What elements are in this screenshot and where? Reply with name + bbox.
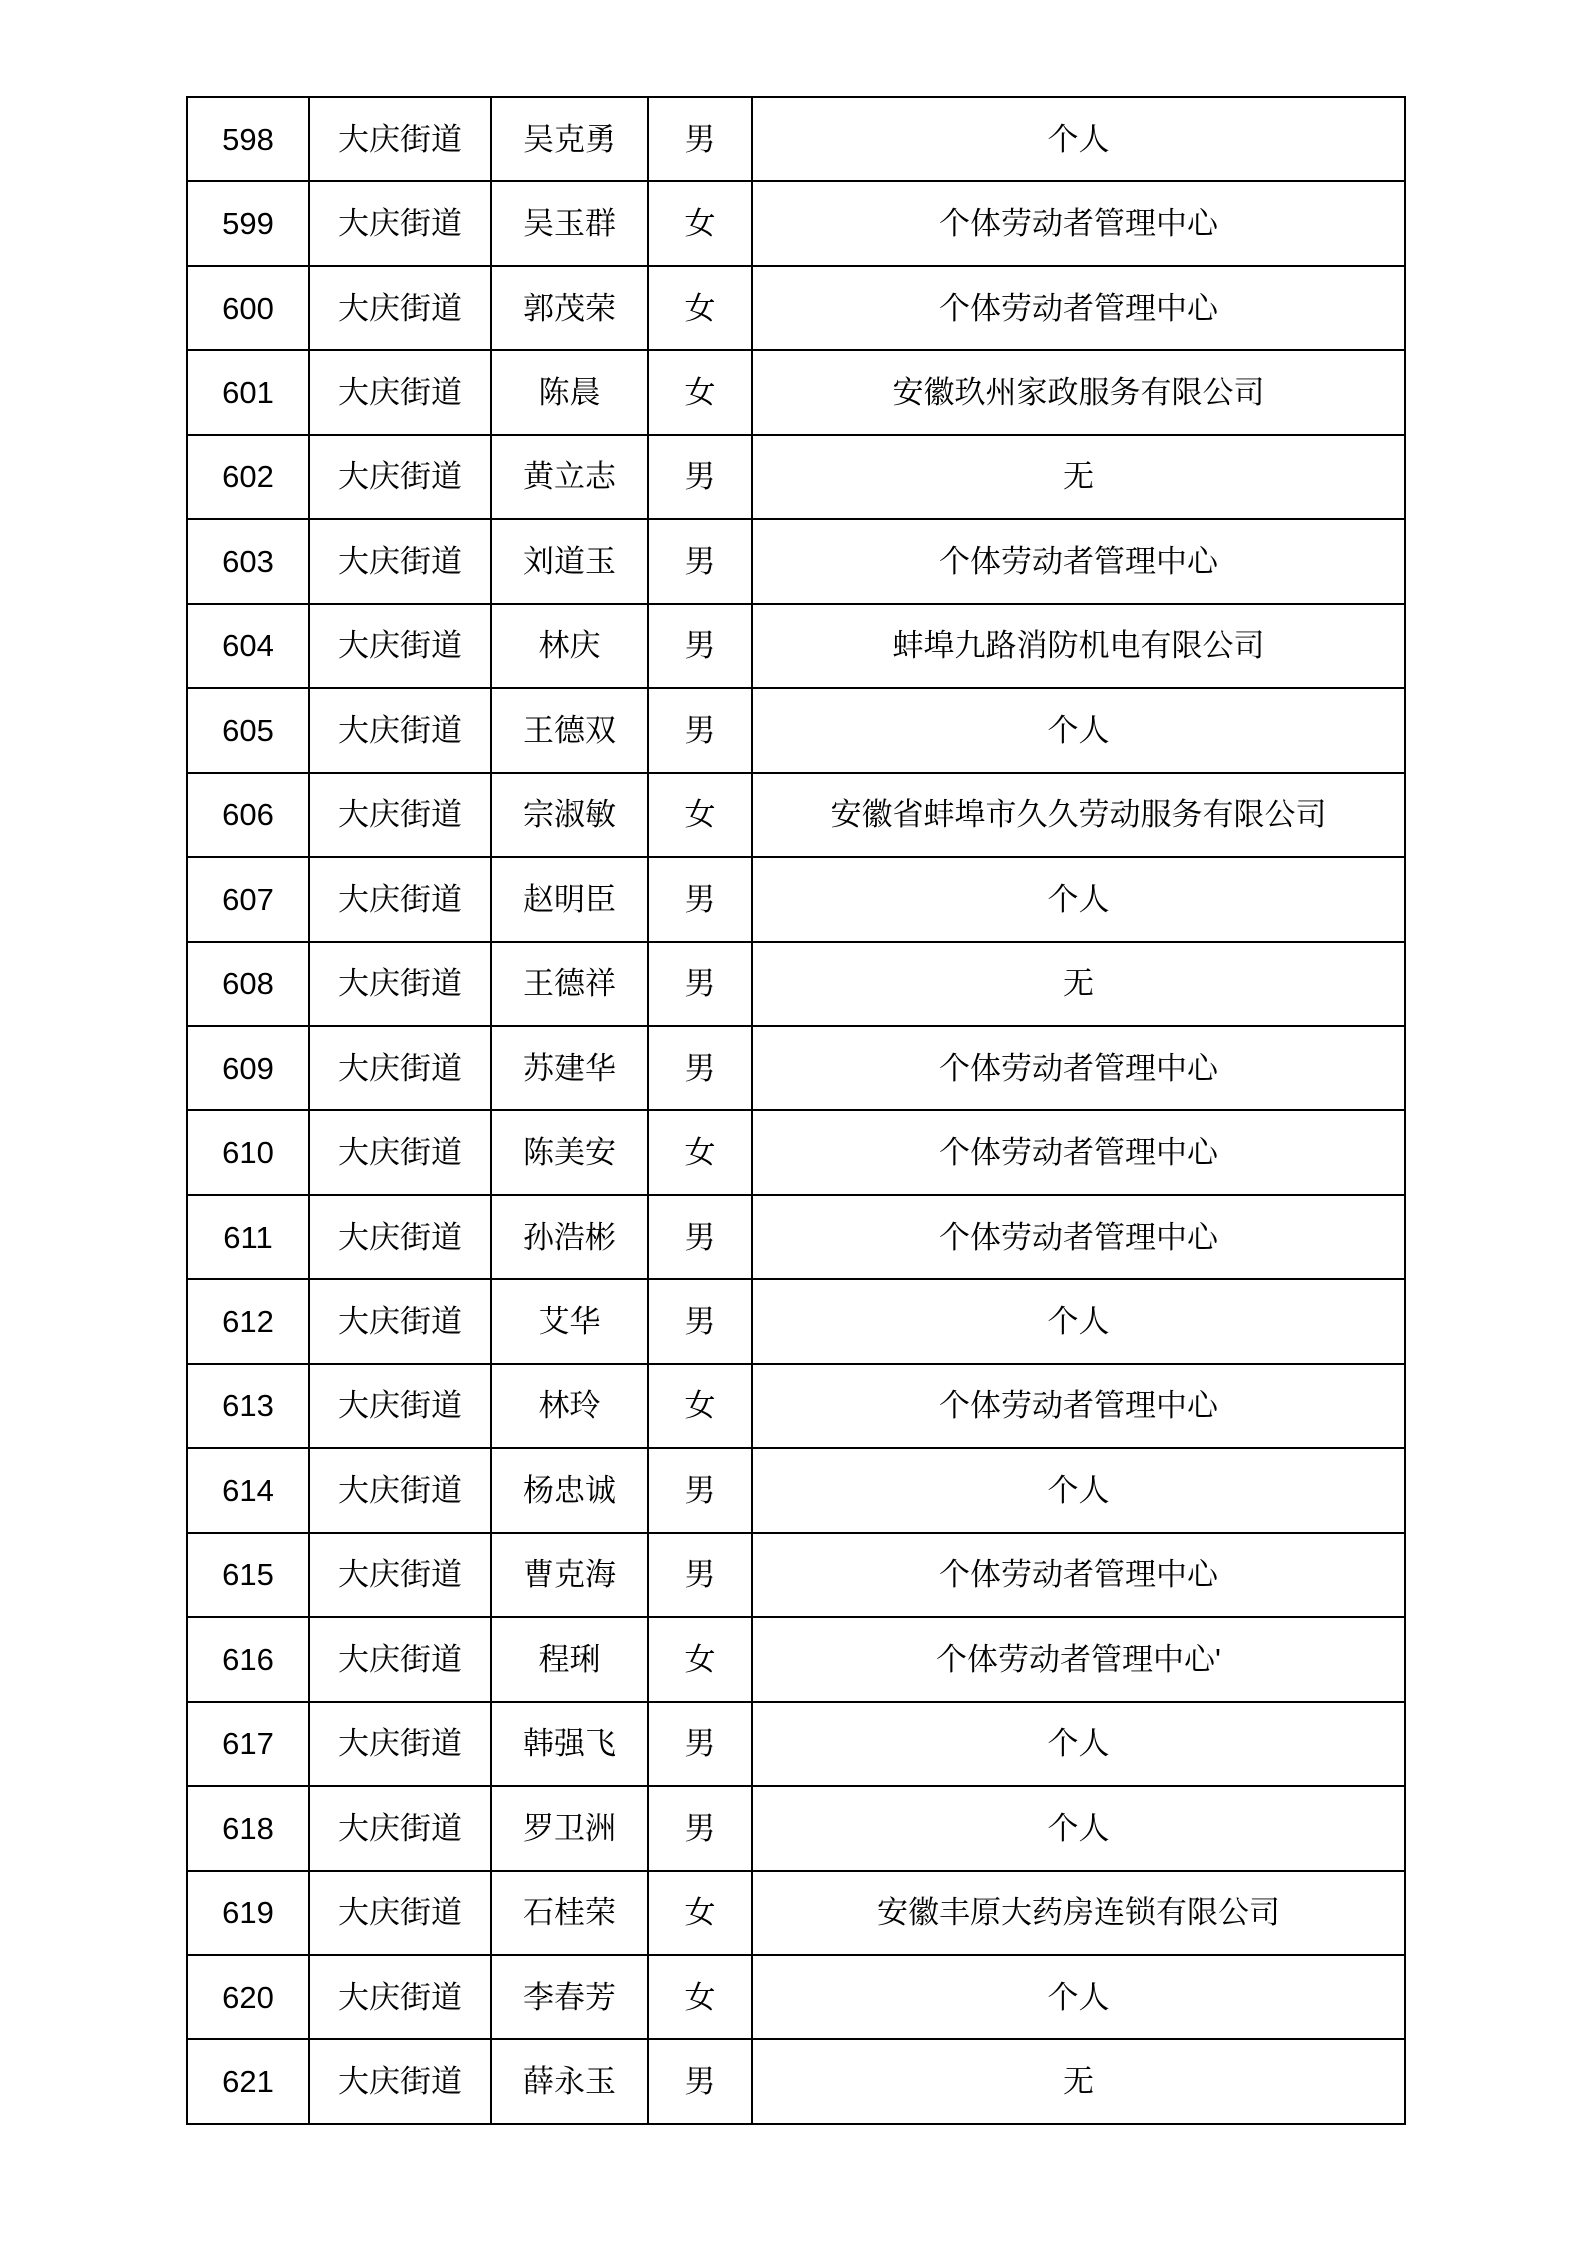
serial-number-cell: 621 bbox=[187, 2039, 309, 2123]
street-cell: 大庆街道 bbox=[309, 942, 491, 1026]
organization-cell: 个体劳动者管理中心 bbox=[752, 1110, 1405, 1194]
organization-cell: 个人 bbox=[752, 1702, 1405, 1786]
gender-cell: 女 bbox=[648, 1871, 752, 1955]
serial-number-cell: 613 bbox=[187, 1364, 309, 1448]
person-name-cell: 石桂荣 bbox=[491, 1871, 648, 1955]
table-row bbox=[187, 1533, 1405, 1617]
person-name-cell: 罗卫洲 bbox=[491, 1786, 648, 1870]
organization-cell: 安徽省蚌埠市久久劳动服务有限公司 bbox=[752, 773, 1405, 857]
person-name-cell: 杨忠诚 bbox=[491, 1448, 648, 1532]
table-row bbox=[187, 519, 1405, 603]
table-row bbox=[187, 773, 1405, 857]
person-name-cell: 陈晨 bbox=[491, 350, 648, 434]
street-cell: 大庆街道 bbox=[309, 1026, 491, 1110]
organization-cell: 无 bbox=[752, 2039, 1405, 2123]
serial-number-cell: 600 bbox=[187, 266, 309, 350]
gender-cell: 男 bbox=[648, 1026, 752, 1110]
serial-number-cell: 610 bbox=[187, 1110, 309, 1194]
street-cell: 大庆街道 bbox=[309, 181, 491, 265]
street-cell: 大庆街道 bbox=[309, 1110, 491, 1194]
table-row bbox=[187, 1955, 1405, 2039]
organization-cell: 个体劳动者管理中心 bbox=[752, 1026, 1405, 1110]
serial-number-cell: 602 bbox=[187, 435, 309, 519]
table-row bbox=[187, 604, 1405, 688]
gender-cell: 女 bbox=[648, 773, 752, 857]
street-cell: 大庆街道 bbox=[309, 604, 491, 688]
table-row bbox=[187, 1871, 1405, 1955]
organization-cell: 个体劳动者管理中心 bbox=[752, 266, 1405, 350]
street-cell: 大庆街道 bbox=[309, 1786, 491, 1870]
serial-number-cell: 603 bbox=[187, 519, 309, 603]
table-row bbox=[187, 1448, 1405, 1532]
registration-table bbox=[186, 96, 1406, 2125]
serial-number-cell: 611 bbox=[187, 1195, 309, 1279]
gender-cell: 男 bbox=[648, 1702, 752, 1786]
organization-cell: 个人 bbox=[752, 1786, 1405, 1870]
serial-number-cell: 614 bbox=[187, 1448, 309, 1532]
street-cell: 大庆街道 bbox=[309, 688, 491, 772]
gender-cell: 女 bbox=[648, 1364, 752, 1448]
gender-cell: 男 bbox=[648, 2039, 752, 2123]
person-name-cell: 李春芳 bbox=[491, 1955, 648, 2039]
person-name-cell: 程琍 bbox=[491, 1617, 648, 1701]
person-name-cell: 刘道玉 bbox=[491, 519, 648, 603]
serial-number-cell: 599 bbox=[187, 181, 309, 265]
gender-cell: 男 bbox=[648, 604, 752, 688]
gender-cell: 男 bbox=[648, 519, 752, 603]
organization-cell: 个体劳动者管理中心 bbox=[752, 519, 1405, 603]
serial-number-cell: 619 bbox=[187, 1871, 309, 1955]
serial-number-cell: 609 bbox=[187, 1026, 309, 1110]
table-row bbox=[187, 1110, 1405, 1194]
gender-cell: 男 bbox=[648, 857, 752, 941]
serial-number-cell: 604 bbox=[187, 604, 309, 688]
serial-number-cell: 617 bbox=[187, 1702, 309, 1786]
table-row bbox=[187, 2039, 1405, 2123]
organization-cell: 个人 bbox=[752, 857, 1405, 941]
table-row bbox=[187, 97, 1405, 181]
serial-number-cell: 618 bbox=[187, 1786, 309, 1870]
street-cell: 大庆街道 bbox=[309, 773, 491, 857]
gender-cell: 女 bbox=[648, 266, 752, 350]
organization-cell: 安徽玖州家政服务有限公司 bbox=[752, 350, 1405, 434]
organization-cell: 无 bbox=[752, 942, 1405, 1026]
organization-cell: 个人 bbox=[752, 1279, 1405, 1363]
person-name-cell: 曹克海 bbox=[491, 1533, 648, 1617]
table-row bbox=[187, 1195, 1405, 1279]
serial-number-cell: 616 bbox=[187, 1617, 309, 1701]
gender-cell: 男 bbox=[648, 1533, 752, 1617]
street-cell: 大庆街道 bbox=[309, 435, 491, 519]
street-cell: 大庆街道 bbox=[309, 1279, 491, 1363]
person-name-cell: 赵明臣 bbox=[491, 857, 648, 941]
organization-cell: 个人 bbox=[752, 97, 1405, 181]
gender-cell: 女 bbox=[648, 350, 752, 434]
street-cell: 大庆街道 bbox=[309, 97, 491, 181]
gender-cell: 男 bbox=[648, 1279, 752, 1363]
table-row bbox=[187, 1702, 1405, 1786]
gender-cell: 男 bbox=[648, 942, 752, 1026]
street-cell: 大庆街道 bbox=[309, 2039, 491, 2123]
person-name-cell: 宗淑敏 bbox=[491, 773, 648, 857]
table-row bbox=[187, 688, 1405, 772]
serial-number-cell: 615 bbox=[187, 1533, 309, 1617]
serial-number-cell: 612 bbox=[187, 1279, 309, 1363]
organization-cell: 蚌埠九路消防机电有限公司 bbox=[752, 604, 1405, 688]
serial-number-cell: 608 bbox=[187, 942, 309, 1026]
person-name-cell: 郭茂荣 bbox=[491, 266, 648, 350]
organization-cell: 安徽丰原大药房连锁有限公司 bbox=[752, 1871, 1405, 1955]
table-row bbox=[187, 1786, 1405, 1870]
person-name-cell: 吴玉群 bbox=[491, 181, 648, 265]
table-row bbox=[187, 350, 1405, 434]
table-row bbox=[187, 1617, 1405, 1701]
serial-number-cell: 598 bbox=[187, 97, 309, 181]
organization-cell: 无 bbox=[752, 435, 1405, 519]
organization-cell: 个体劳动者管理中心 bbox=[752, 1364, 1405, 1448]
person-name-cell: 韩强飞 bbox=[491, 1702, 648, 1786]
street-cell: 大庆街道 bbox=[309, 1195, 491, 1279]
person-name-cell: 林玲 bbox=[491, 1364, 648, 1448]
table-row bbox=[187, 1026, 1405, 1110]
table-row bbox=[187, 1364, 1405, 1448]
person-name-cell: 王德双 bbox=[491, 688, 648, 772]
organization-cell: 个体劳动者管理中心 bbox=[752, 1533, 1405, 1617]
street-cell: 大庆街道 bbox=[309, 1617, 491, 1701]
gender-cell: 女 bbox=[648, 181, 752, 265]
street-cell: 大庆街道 bbox=[309, 1955, 491, 2039]
street-cell: 大庆街道 bbox=[309, 1448, 491, 1532]
gender-cell: 女 bbox=[648, 1955, 752, 2039]
street-cell: 大庆街道 bbox=[309, 519, 491, 603]
person-name-cell: 苏建华 bbox=[491, 1026, 648, 1110]
gender-cell: 男 bbox=[648, 1448, 752, 1532]
street-cell: 大庆街道 bbox=[309, 857, 491, 941]
person-name-cell: 艾华 bbox=[491, 1279, 648, 1363]
registration-table-body bbox=[187, 97, 1405, 2124]
gender-cell: 女 bbox=[648, 1617, 752, 1701]
organization-cell: 个体劳动者管理中心' bbox=[752, 1617, 1405, 1701]
gender-cell: 男 bbox=[648, 688, 752, 772]
table-row bbox=[187, 942, 1405, 1026]
organization-cell: 个体劳动者管理中心 bbox=[752, 181, 1405, 265]
street-cell: 大庆街道 bbox=[309, 350, 491, 434]
person-name-cell: 王德祥 bbox=[491, 942, 648, 1026]
serial-number-cell: 601 bbox=[187, 350, 309, 434]
street-cell: 大庆街道 bbox=[309, 266, 491, 350]
table-row bbox=[187, 1279, 1405, 1363]
person-name-cell: 黄立志 bbox=[491, 435, 648, 519]
person-name-cell: 吴克勇 bbox=[491, 97, 648, 181]
table-row bbox=[187, 181, 1405, 265]
table-row bbox=[187, 266, 1405, 350]
organization-cell: 个人 bbox=[752, 688, 1405, 772]
serial-number-cell: 606 bbox=[187, 773, 309, 857]
person-name-cell: 陈美安 bbox=[491, 1110, 648, 1194]
street-cell: 大庆街道 bbox=[309, 1364, 491, 1448]
person-name-cell: 孙浩彬 bbox=[491, 1195, 648, 1279]
gender-cell: 男 bbox=[648, 1786, 752, 1870]
street-cell: 大庆街道 bbox=[309, 1871, 491, 1955]
gender-cell: 男 bbox=[648, 435, 752, 519]
organization-cell: 个体劳动者管理中心 bbox=[752, 1195, 1405, 1279]
table-row bbox=[187, 857, 1405, 941]
street-cell: 大庆街道 bbox=[309, 1702, 491, 1786]
organization-cell: 个人 bbox=[752, 1955, 1405, 2039]
organization-cell: 个人 bbox=[752, 1448, 1405, 1532]
gender-cell: 男 bbox=[648, 1195, 752, 1279]
serial-number-cell: 620 bbox=[187, 1955, 309, 2039]
table-row bbox=[187, 435, 1405, 519]
person-name-cell: 林庆 bbox=[491, 604, 648, 688]
serial-number-cell: 605 bbox=[187, 688, 309, 772]
street-cell: 大庆街道 bbox=[309, 1533, 491, 1617]
gender-cell: 男 bbox=[648, 97, 752, 181]
person-name-cell: 薛永玉 bbox=[491, 2039, 648, 2123]
serial-number-cell: 607 bbox=[187, 857, 309, 941]
gender-cell: 女 bbox=[648, 1110, 752, 1194]
